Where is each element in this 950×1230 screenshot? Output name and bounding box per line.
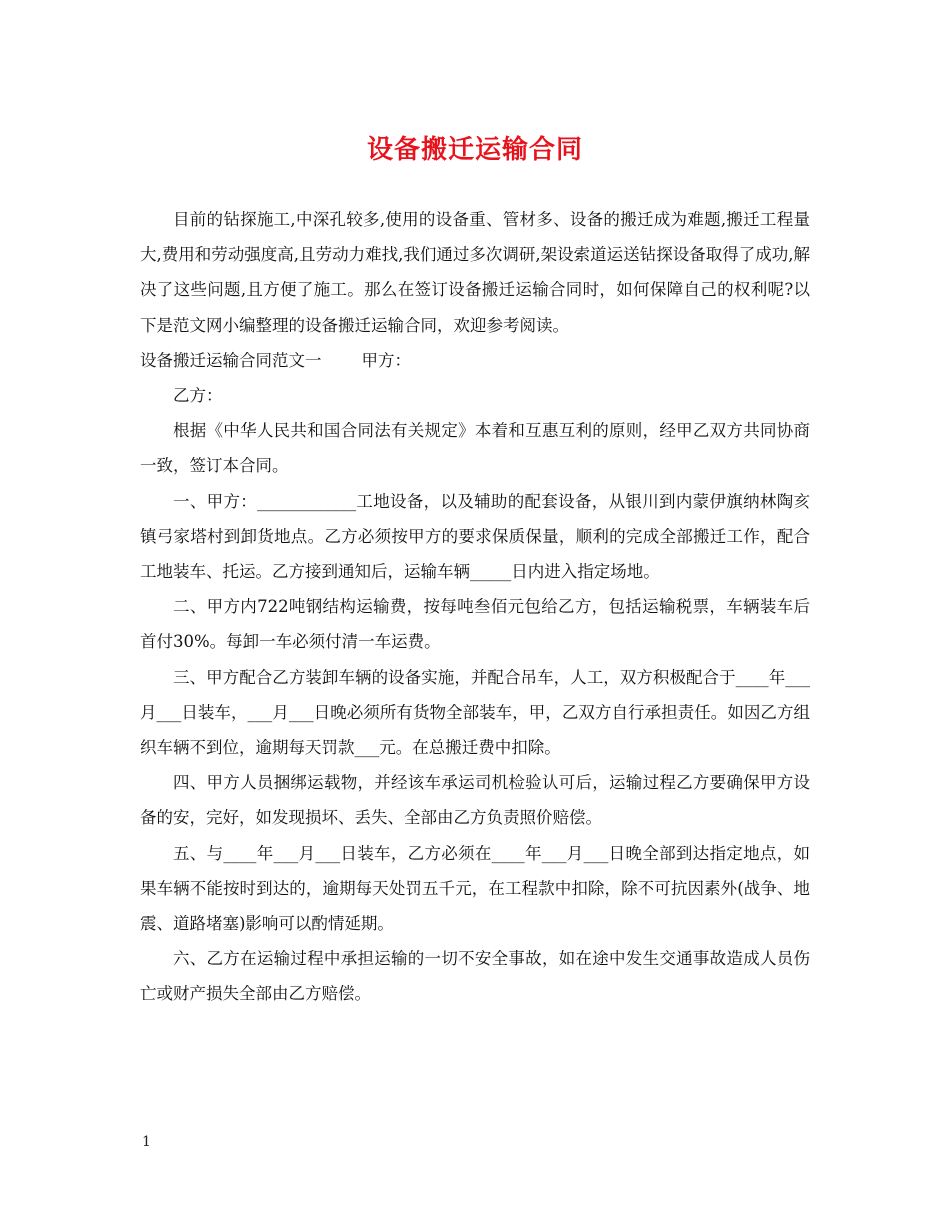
clause-5: 五、与____年___月___日装车，乙方必须在____年___月___日晚全部到达指定地点，如果车辆不能按时到达的，逾期每天处罚五千元，在工程款中扣除，除不可抗因素外(战争、地震、道路堵塞)影响可以酌情延期。	[140, 843, 810, 934]
document-title: 设备搬迁运输合同	[366, 135, 583, 165]
preamble-paragraph: 根据《中华人民共和国合同法有关规定》本着和互惠互利的原则，经甲乙双方共同协商一致，签订本合同。	[140, 421, 810, 476]
clause-1: 一、甲方：____________工地设备，以及辅助的配套设备，从银川到内蒙伊旗纳林陶亥镇弓家塔村到卸货地点。乙方必须按甲方的要求保质保量，顺利的完成全部搬迁工作，配合工地装车、托运。乙方接到通知后，运输车辆_____日内进入指定场地。	[140, 491, 810, 582]
document-body	[140, 202, 810, 1012]
party-b-label: 乙方：	[173, 386, 223, 406]
clause-6: 六、乙方在运输过程中承担运输的一切不安全事故，如在途中发生交通事故造成人员伤亡或财产损失全部由乙方赔偿。	[140, 949, 810, 1004]
sample-heading: 设备搬迁运输合同范文一	[140, 350, 322, 370]
clause-4: 四、甲方人员捆绑运载物，并经该车承运司机检验认可后，运输过程乙方要确保甲方设备的安，完好，如发现损坏、丢失、全部由乙方负责照价赔偿。	[140, 773, 810, 828]
clause-2: 二、甲方内722吨钢结构运输费，按每吨叁佰元包给乙方，包括运输税票，车辆装车后首付30%。每卸一车必须付清一车运费。	[140, 597, 810, 652]
intro-paragraph: 目前的钻探施工,中深孔较多,使用的设备重、管材多、设备的搬迁成为难题,搬迁工程量大,费用和劳动强度高,且劳动力难找,我们通过多次调研,架设索道运送钻探设备取得了成功,解决了这些问题,且方便了施工。那么在签订设备搬迁运输合同时，如何保障自己的权利呢?以下是范文网小编整理的设备搬迁运输合同，欢迎参考阅读。	[140, 210, 810, 335]
sample-heading-line	[140, 343, 810, 378]
party-a-label: 甲方：	[361, 350, 411, 370]
page-number: 1	[142, 1134, 151, 1150]
clause-3: 三、甲方配合乙方装卸车辆的设备实施，并配合吊车，人工，双方积极配合于____年___月___日装车，___月___日晚必须所有货物全部装车，甲，乙双方自行承担责任。如因乙方组织车辆不到位，逾期每天罚款___元。在总搬迁费中扣除。	[140, 667, 810, 758]
